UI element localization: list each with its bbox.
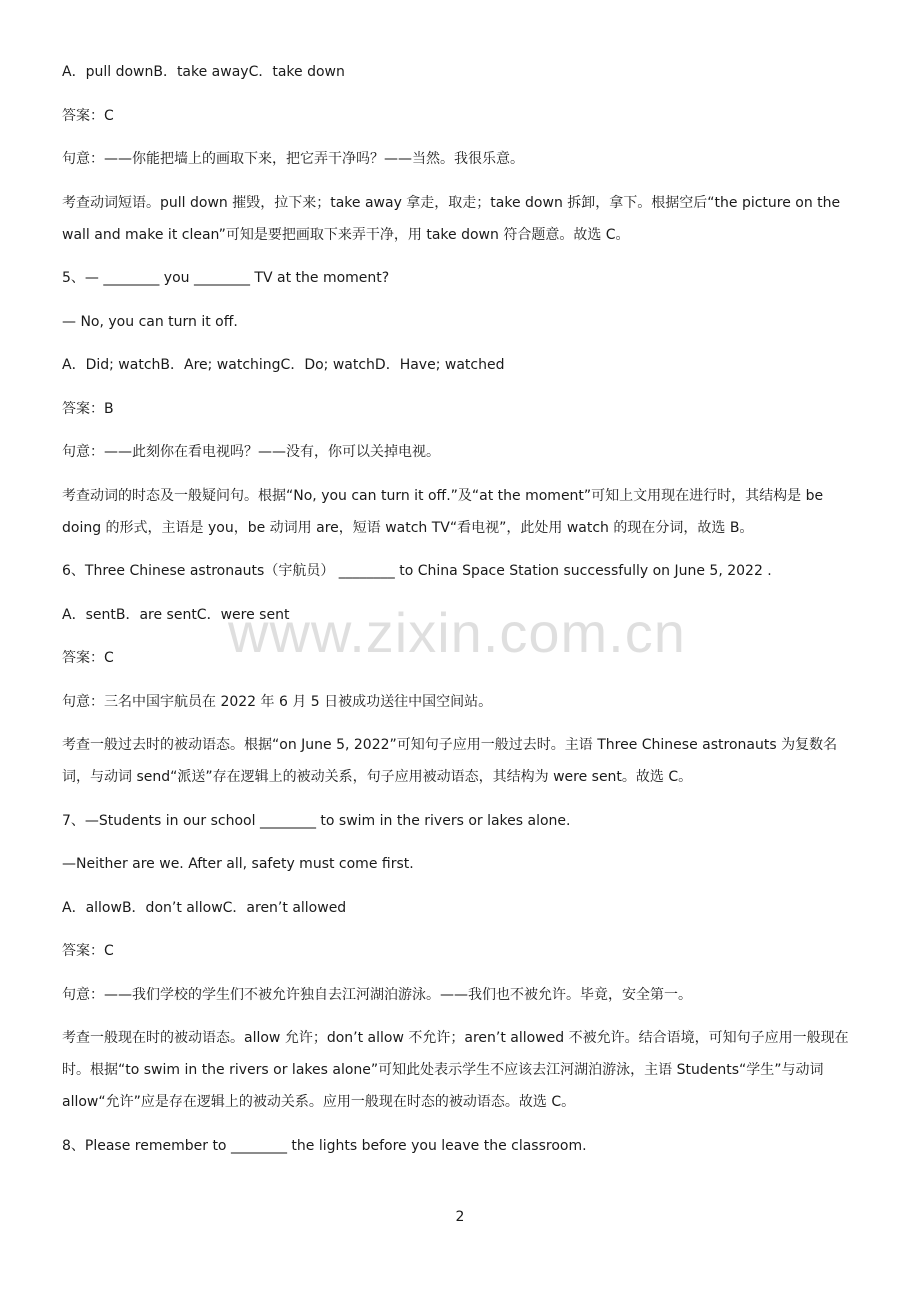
explanation-paragraph: 考查一般现在时的被动语态。allow 允许；don’t allow 不允许；aren’t allowed 不被允许。结合语境，可知句子应用一般现在时。根据“to swim in the rivers or lakes alone”可知此处表示学生不应该去江河湖泊游泳，主语 Students“学生”与动词 allow“允许”应是存在逻辑上的被动关系。应用一般现在时态的被动语态。故选 C。 (62, 1030, 849, 1110)
option-line: A．Did; watchB．Are; watchingC．Do; watchD．Have; watched (62, 357, 505, 373)
explanation-paragraph: 考查动词短语。pull down 摧毁，拉下来；take away 拿走，取走；take down 拆卸，拿下。根据空后“the picture on the wall and make it clean”可知是要把画取下来弄干净，用 take down 符合题意。故选 C。 (62, 194, 845, 243)
question-6: 6、Three Chinese astronauts（宇航员） ________ to China Space Station successfully on June 5, 2022 . (62, 563, 772, 579)
answer-line: 答案：B (62, 400, 114, 417)
answer-line: 答案：C (62, 943, 114, 959)
translation-line: 句意：——此刻你在看电视吗？——没有，你可以关掉电视。 (62, 444, 440, 460)
answer-line: 答案：C (62, 650, 114, 666)
question-7: 7、—Students in our school ________ to swim in the rivers or lakes alone. (62, 812, 571, 829)
translation-line: 句意：三名中国宇航员在 2022 年 6 月 5 日被成功送往中国空间站。 (62, 693, 493, 710)
explanation-paragraph: 考查动词的时态及一般疑问句。根据“No, you can turn it off.”及“at the moment”可知上文用现在进行时，其结构是 be doing 的形式，主语是 you，be 动词用 are，短语 watch TV“看电视”，此处用 watch 的现在分词，故选 B。 (62, 487, 828, 536)
explanation-paragraph: 考查一般过去时的被动语态。根据“on June 5, 2022”可知句子应用一般过去时。主语 Three Chinese astronauts 为复数名词，与动词 send“派送”存在逻辑上的被动关系，句子应用被动语态，其结构为 were sent。故选 C。 (62, 737, 838, 785)
answer-line: 答案：C (62, 107, 114, 124)
question-5-response: — No, you can turn it off. (62, 313, 238, 330)
translation-line: 句意：——我们学校的学生们不被允许独自去江河湖泊游泳。——我们也不被允许。毕竟，安全第一。 (62, 986, 692, 1003)
question-7-response: —Neither are we. After all, safety must come first. (62, 856, 414, 872)
document-body (62, 56, 862, 1173)
option-line: A．sentB．are sentC．were sent (62, 606, 290, 623)
page-number: 2 (455, 1209, 465, 1225)
question-5: 5、— ________ you ________ TV at the moment? (62, 270, 390, 286)
option-line: A．pull downB．take awayC．take down (62, 64, 345, 80)
watermark: www.zixin.com.cn (228, 601, 686, 664)
translation-line: 句意：——你能把墙上的画取下来，把它弄干净吗？——当然。我很乐意。 (62, 151, 524, 167)
question-8: 8、Please remember to ________ the lights before you leave the classroom. (62, 1137, 587, 1154)
option-line: A．allowB．don’t allowC．aren’t allowed (62, 899, 347, 916)
